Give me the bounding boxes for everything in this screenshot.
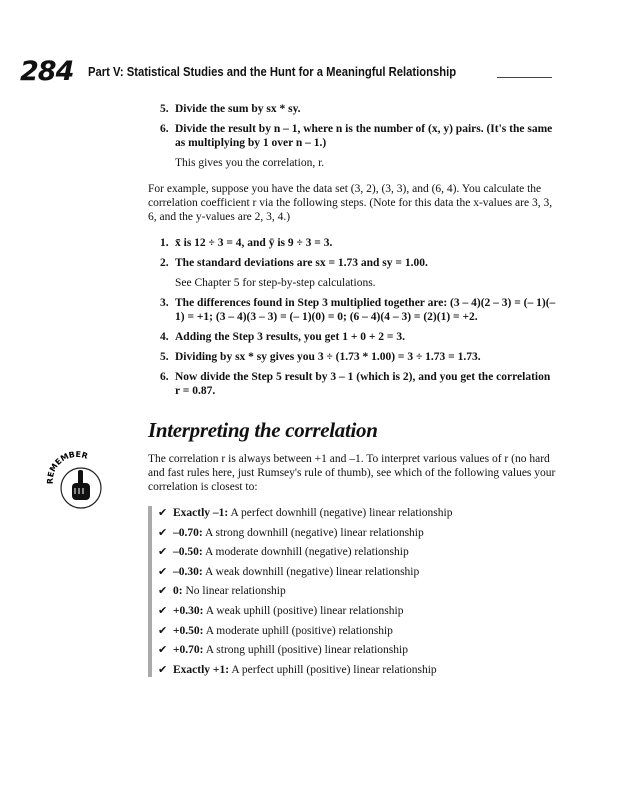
bullet-item xyxy=(158,643,556,657)
bullet-item xyxy=(158,624,556,638)
item-text: Divide the result by n – 1, where n is the number of (x, y) pairs. (It's the same as multiplying by 1 over n – 1.) xyxy=(175,123,553,149)
bullet-value: –0.70: xyxy=(173,526,203,539)
example-paragraph: For example, suppose you have the data set (3, 2), (3, 3), and (6, 4). You calculate the correlation coefficient r via the following steps. (Note for this data the x-values are 3, 3, 6, and the y-values are 2, 3, 4.) xyxy=(148,183,553,223)
item-number: 5. xyxy=(160,103,169,115)
list-item xyxy=(160,296,556,324)
item-number: 2. xyxy=(160,257,169,269)
bullet-desc: No linear relationship xyxy=(185,585,286,598)
check-icon: ✔ xyxy=(158,525,168,539)
bullet-value: –0.50: xyxy=(173,546,203,559)
check-icon: ✔ xyxy=(158,662,168,676)
svg-text:REMEMBER: REMEMBER xyxy=(45,450,89,485)
item-text: x̄ is 12 ÷ 3 = 4, and ȳ is 9 ÷ 3 = 3. xyxy=(175,237,333,249)
bullet-desc: A strong uphill (positive) linear relationship xyxy=(205,644,408,657)
list-item xyxy=(160,236,556,250)
bullet-value: +0.30: xyxy=(173,604,204,617)
item-number: 4. xyxy=(160,331,169,343)
item-number: 6. xyxy=(160,123,169,135)
bullet-desc: A perfect downhill (negative) linear relationship xyxy=(230,507,453,519)
bullet-item xyxy=(158,526,556,540)
bullet-desc: A weak downhill (negative) linear relationship xyxy=(204,565,420,578)
check-icon: ✔ xyxy=(158,545,168,559)
check-icon: ✔ xyxy=(158,564,168,578)
list-item xyxy=(160,330,556,344)
bullet-desc: A moderate downhill (negative) relationship xyxy=(204,546,409,559)
item-number: 5. xyxy=(160,351,169,363)
item-text: Dividing by sx * sy gives you 3 ÷ (1.73 * 1.00) = 3 ÷ 1.73 = 1.73. xyxy=(175,351,481,363)
bullet-desc: A perfect uphill (positive) linear relationship xyxy=(231,663,437,676)
check-icon: ✔ xyxy=(158,506,168,519)
bullet-value: +0.50: xyxy=(173,624,204,637)
list-item xyxy=(160,102,556,116)
bullet-value: +0.70: xyxy=(173,644,204,657)
item-text: Divide the sum by sx * sy. xyxy=(175,103,301,115)
bullet-item xyxy=(158,565,556,579)
list-item xyxy=(160,122,556,150)
check-icon: ✔ xyxy=(158,643,168,657)
item-number: 1. xyxy=(160,237,169,249)
note-text: See Chapter 5 for step-by-step calculations. xyxy=(175,277,376,289)
note-text: This gives you the correlation, r. xyxy=(175,157,325,169)
bullet-desc: A moderate uphill (positive) relationship xyxy=(205,624,393,637)
page-number: 284 xyxy=(20,56,74,87)
bullet-item xyxy=(158,506,556,520)
bullet-desc: A strong downhill (negative) linear relationship xyxy=(204,526,424,539)
bullet-item xyxy=(158,663,556,677)
bullet-desc: A weak uphill (positive) linear relationship xyxy=(205,604,404,617)
item-text: The differences found in Step 3 multiplied together are: (3 – 4)(2 – 3) = (– 1)(– 1) = +1; (3 – 4)(3 – 3) = (– 1)(0) = 0; (6 – 4)(4 – 3) = (2)(1) = +2. xyxy=(175,297,556,323)
remember-icon xyxy=(45,450,107,512)
section-body xyxy=(45,450,556,677)
section-heading: Interpreting the correlation xyxy=(148,418,378,442)
list-item xyxy=(160,350,556,364)
item-text: The standard deviations are sx = 1.73 and sy = 1.00. xyxy=(175,257,428,269)
bullet-list xyxy=(148,506,556,677)
check-icon: ✔ xyxy=(158,623,168,637)
bullet-value: 0: xyxy=(173,585,183,598)
bullet-item xyxy=(158,545,556,559)
check-icon: ✔ xyxy=(158,584,168,598)
bullet-value: Exactly +1: xyxy=(173,663,230,676)
bullet-item xyxy=(158,604,556,618)
bullet-item xyxy=(158,584,556,598)
list-item xyxy=(160,370,556,398)
bullet-value: Exactly –1: xyxy=(173,507,229,519)
page-body xyxy=(45,102,556,682)
check-icon: ✔ xyxy=(158,603,168,617)
bullet-value: –0.30: xyxy=(173,565,203,578)
item-text: Adding the Step 3 results, you get 1 + 0 + 2 = 3. xyxy=(175,331,405,343)
header-rule xyxy=(497,77,552,78)
running-head: Part V: Statistical Studies and the Hunt for a Meaningful Relationship xyxy=(88,65,457,79)
item-text: Now divide the Step 5 result by 3 – 1 (which is 2), and you get the correlation r = 0.87. xyxy=(175,371,551,397)
list-item xyxy=(160,256,556,270)
item-number: 3. xyxy=(160,297,169,309)
item-number: 6. xyxy=(160,371,169,383)
section-intro: The correlation r is always between +1 and –1. To interpret various values of r (no hard and fast rules here, just Rumsey's rule of thumb), see which of the following values your correlation is closest to: xyxy=(148,453,556,493)
